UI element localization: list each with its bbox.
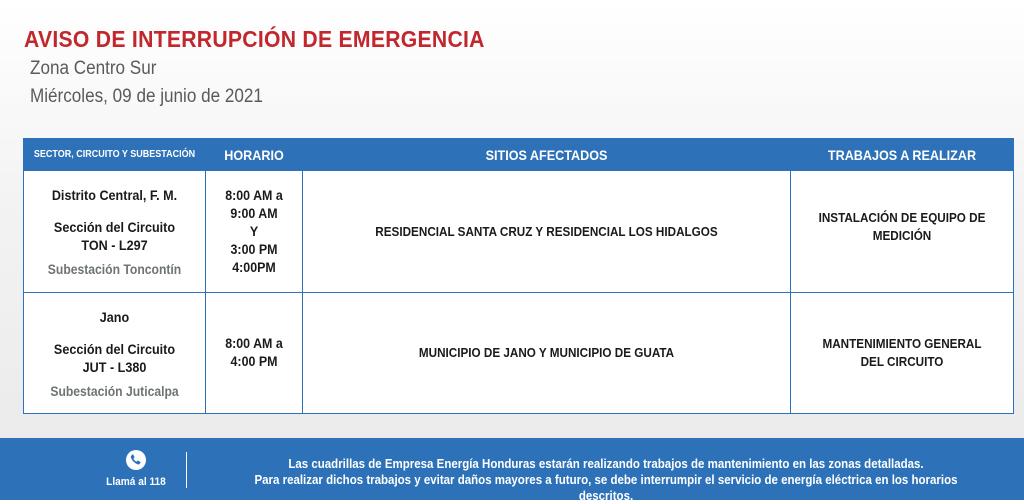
footer-divider [186,452,187,488]
table-row [24,171,1014,293]
footer-message-line: Para realizar dichos trabajos y evitar daños mayores a futuro, se debe interrumpir el servicio de energía eléctrica en los horarios descritos. [254,473,958,503]
table-header-row [24,139,1014,171]
circuit-code: JUT - L380 [82,358,147,375]
schedule-cell: 8:00 AM a 4:00 PM [206,293,303,414]
footer-message [196,456,1016,504]
sector-cell [24,293,206,414]
section-label: Sección del Circuito [53,340,176,357]
sector-cell [24,171,206,293]
header-sector: SECTOR, CIRCUITO Y SUBESTACIÓN [24,139,206,171]
phone-contact[interactable] [96,450,176,488]
header-sites: SITIOS AFECTADOS [303,139,791,171]
circuit-code: TON - L297 [81,237,148,253]
work-cell: MANTENIMIENTO GENERAL DEL CIRCUITO [791,293,1014,414]
header-work: TRABAJOS A REALIZAR [791,139,1014,171]
zone-name: Zona Centro Sur [30,58,157,79]
header-schedule: HORARIO [206,139,303,171]
footer-banner [0,438,1024,503]
phone-icon [126,450,146,470]
notice-title: AVISO DE INTERRUPCIÓN DE EMERGENCIA [24,26,485,52]
table-row [24,293,1014,414]
notice-date: Miércoles, 09 de junio de 2021 [30,86,263,107]
outage-table [23,138,1014,414]
substation-name: Subestación Toncontín [47,262,182,277]
substation-name: Subestación Juticalpa [50,383,179,399]
schedule-cell: 8:00 AM a 9:00 AM Y 3:00 PM 4:00PM [206,171,303,293]
district-name: Jano [99,308,130,325]
footer-message-line: Las cuadrillas de Empresa Energía Honduras estarán realizando trabajos de mantenimiento en las zonas detalladas. [288,457,924,471]
sites-cell: RESIDENCIAL SANTA CRUZ Y RESIDENCIAL LOS HIDALGOS [303,171,791,293]
sites-cell: MUNICIPIO DE JANO Y MUNICIPIO DE GUATA [303,293,791,414]
phone-label: Llamá al 118 [106,476,166,488]
section-label: Sección del Circuito [53,219,176,235]
work-cell: INSTALACIÓN DE EQUIPO DE MEDICIÓN [791,171,1014,293]
district-name: Distrito Central, F. M. [51,187,178,203]
